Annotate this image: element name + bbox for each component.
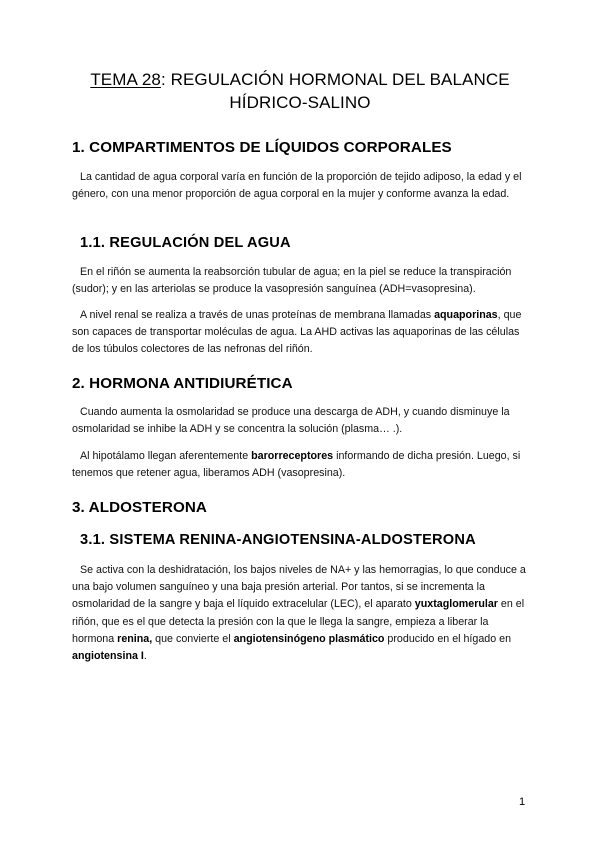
text-run: Al hipotálamo llegan aferentemente xyxy=(80,450,252,462)
term-aquaporinas: aquaporinas xyxy=(434,309,498,321)
heading-section-3-1: 3.1. SISTEMA RENINA-ANGIOTENSINA-ALDOSTERONA xyxy=(80,532,476,548)
text-run: A nivel renal se realiza a través de unas proteínas de membrana llamadas xyxy=(80,309,435,321)
heading-section-3: 3. ALDOSTERONA xyxy=(72,499,208,516)
text-run: . xyxy=(143,650,147,663)
page-number: 1 xyxy=(519,796,526,808)
paragraph-agua-2 xyxy=(72,307,532,359)
paragraph-raa xyxy=(72,562,527,665)
title-line2: HÍDRICO-SALINO xyxy=(229,93,371,112)
term-barorreceptores: barorreceptores xyxy=(251,450,334,462)
paragraph-adh-2 xyxy=(72,448,532,482)
heading-section-2: 2. HORMONA ANTIDIURÉTICA xyxy=(72,375,293,392)
text-run: Se activa con la deshidratación, los bajos niveles de NA+ y las hemorragias, lo que conduce a una bajo volumen sanguíneo y una baja presión arterial. Por tantos, si se incrementa la osmolaridad de la sangre y baja el líquido extracelular (LEC), el aparato xyxy=(72,564,526,611)
paragraph-agua-1: En el riñón se aumenta la reabsorción tubular de agua; en la piel se reduce la transpiración (sudor); y en las arteriolas se produce la vasopresión sanguínea (ADH=vasopresina). xyxy=(72,266,512,296)
heading-section-1: 1. COMPARTIMENTOS DE LÍQUIDOS CORPORALES xyxy=(72,139,452,156)
page-title xyxy=(60,68,540,114)
text-run: informando de dicha presión. Luego, si tenemos que retener agua, liberamos ADH (vasopresina). xyxy=(72,450,521,480)
text-run: producido en el hígado en xyxy=(384,632,512,645)
paragraph-section-1: La cantidad de agua corporal varía en función de la proporción de tejido adiposo, la edad y el género, con una menor proporción de agua corporal en la mujer y conforme avanza la edad. xyxy=(72,171,522,201)
heading-section-1-1: 1.1. REGULACIÓN DEL AGUA xyxy=(80,235,291,251)
text-run: en el riñón, que es el que detecta la presión con la que le llega la sangre, empieza a liberar la hormona xyxy=(72,598,525,645)
term-angiotensina-i: angiotensina I xyxy=(72,650,144,663)
term-yuxtaglomerular: yuxtaglomerular xyxy=(414,598,498,611)
title-topic-number: TEMA 28 xyxy=(90,70,161,89)
text-run: que convierte el xyxy=(152,632,234,645)
text-run: , que son capaces de transportar moléculas de agua. La AHD activas las aquaporinas de las células de los túbulos colectores de las nefronas del riñón. xyxy=(72,309,522,356)
term-angiotensinogeno: angiotensinógeno plasmático xyxy=(233,632,385,645)
term-renina: renina, xyxy=(117,632,153,645)
paragraph-adh-1: Cuando aumenta la osmolaridad se produce una descarga de ADH, y cuando disminuye la osmolaridad se inhibe la ADH y se concentra la solución (plasma… .). xyxy=(72,406,510,436)
title-line1: : REGULACIÓN HORMONAL DEL BALANCE xyxy=(160,70,510,89)
